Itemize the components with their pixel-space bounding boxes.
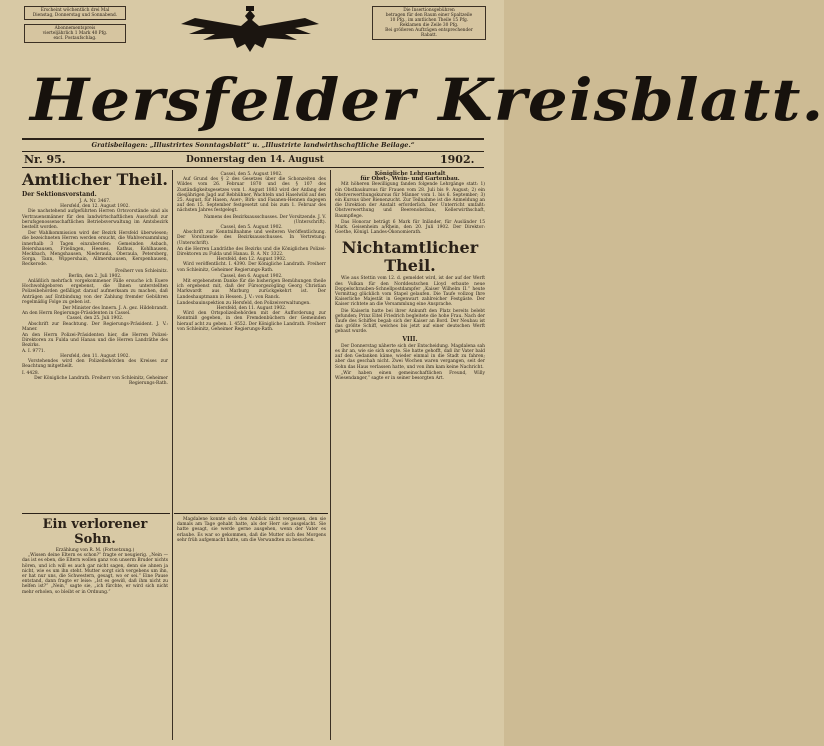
notice-paragraph-3: Anläßlich mehrfach vorgekommener Fälle ersuche ich Euere Hochwohlgeboren ergebenst, die Ihnen unterstellten Polizeibehörden gefälligst darauf aufmerksam zu machen, daß Anträgen auf Entbindung von der Zahlung fremder Gebühren regelmäßig Folge zu geben ist. xyxy=(22,279,168,305)
notice-paragraph-1: Die nachstehend aufgeführten Herren Ortsvorstände sind als Vertrauensmänner für den landwirtschaftlichen Ausschuß zur berufsgenossenschaftlichen Betriebsverwaltung im Amtsbezirk bestellt worden. xyxy=(22,209,168,231)
col2-signature-1: Namens des Bezirksausschusses. Der Vorsitzende. J. V. (Unterschrift). xyxy=(203,214,326,225)
price-line-2: vierteljährlich 1 Mark 40 Pfg. xyxy=(42,31,108,36)
col2-paragraph-4: Mit ergebenstem Danke für die bisherigen Bemühungen theile ich ergebenst mit, daß der Fürsorgezögling Georg Christian Markwardt aus Marburg zurückgekehrt ist. Der Landeshauptmann in Hessen. J. V.: von Ranck. xyxy=(177,279,326,300)
notice-paragraph-4: Abschrift zur Beachtung. Der Regierungs-Präsident. J. V.: Maner. xyxy=(22,321,168,332)
institute-paragraph-2: Das Honorar beträgt 6 Mark für Inländer, für Ausländer 15 Mark. Geisenheim a/Rhein, den 20. Juli 1902. Der Direktor: Goethe, Königl. Landes-Ökonomierath. xyxy=(335,219,485,236)
feuilleton-rule xyxy=(22,513,170,514)
col2-address-2: Landesbauinspektion zu Hersfeld, den Polizeiverwaltungen. xyxy=(177,300,311,306)
col2-paragraph-5: Wird den Ortspolizeibehörden mit der Aufforderung zur Kenntniß gegeben, in den Fremdenbüchern der Gemeinden hierauf acht zu geben. I. 4552. Der Königliche Landrath. Freiherr von Schleinitz, Geheimer Regierungs-Rath. xyxy=(177,311,326,332)
ship-launch-paragraph-2: Die Kaiserin hatte bei ihrer Ankunft den Platz bereits belebt gefunden; Prinz Eitel Friedrich begleitete die hohe Frau. Nach der Taufe des Schiffes begab sich der Kaiser an Bord. Der Neubau ist das größte Schiff, welches bis jetzt auf einer deutschen Werft gebaut wurde. xyxy=(335,308,485,335)
ship-launch-paragraph-1: Wie aus Stettin vom 12. d. gemeldet wird, ist der auf der Werft des Vulkan für den Norddeutschen Lloyd erbaute neue Doppelschrauben-Schnellpostdampfer „Kaiser Wilhelm II.“ heute Vormittag glücklich vom Stapel gelaufen. Die Taufe vollzog Ihre Kaiserliche Majestät in Gegenwart zahlreicher Festgäste. Der Kaiser richtete an die Versammlung eine Ansprache. xyxy=(335,276,485,308)
story-subtitle: Erzählung von R. M. (Fortsetzung.) xyxy=(55,548,135,553)
nonofficial-section-title: Nichtamtlicher Theil. xyxy=(341,238,479,276)
reference-number-1: J. A. Nr. 3467. xyxy=(79,199,111,204)
col2-paragraph-3: Wird veröffentlicht. I. 4390. Der Königliche Landrath. Freiherr von Schleinitz, Geheimer Regierungs-Rath. xyxy=(177,262,326,273)
imperial-eagle-icon xyxy=(175,4,325,56)
issue-year: 1902. xyxy=(440,153,475,166)
notice-paragraph-2: Der Wahlkommission wird der Bezirk Hersfeld überwiesen; die bezeichneten Herren werden ersucht, die Wahlversammlung innerhalb 3 Tagen einzuberufen: Gemeinden Asbach, Beiershausen, Frielingen, Heenes, Kathus, Kohlhausen, Meckbach, Mengshausen, Niederaula, Oberaula, Petersberg, Sorga, Tann, Wippershain, Allmershausen, Kerspenhausen, Reckerode. xyxy=(22,231,168,268)
reference-number-2: A. I. 9771. xyxy=(22,348,46,354)
fees-line-6: Rabatt. xyxy=(420,33,438,38)
reference-number-3: I. 4428. xyxy=(22,370,40,376)
price-line-3: excl. Postaufschlag. xyxy=(53,36,97,41)
dateline-4: Hersfeld, den 11. August 1902. xyxy=(60,353,130,359)
story-continuation-column xyxy=(177,517,326,740)
fees-line-4: Reklamen die Zeile 30 Pfg. xyxy=(399,23,459,28)
column-divider-2 xyxy=(330,170,331,740)
official-section-column xyxy=(22,170,168,510)
fees-line-3: 10 Pfg., im amtlichen Theile 15 Pfg. xyxy=(389,18,469,23)
board-heading: Der Sektionsvorstand. xyxy=(22,191,97,198)
fees-line-1: Die Insertionsgebühren xyxy=(403,8,455,13)
column-divider-1 xyxy=(172,170,173,740)
address-2: An den Herrn Polizei-Präsidenten hier, die Herren Polizei-Direktoren zu Fulda und Hanau und die Herren Landräthe des Bezirks. xyxy=(22,333,168,349)
col2-dateline-2: Cassel, den 5. August 1902. xyxy=(220,225,283,231)
address-1: An den Herrn Regierungs-Präsidenten in Cassel. xyxy=(22,311,131,317)
hunting-season-notice: Auf Grund des § 2 des Gesetzes über die Schonzeiten des Wildes vom 26. Februar 1870 und des § 107 des Zuständigkeitsgesetzes vom 1. August 1883 wird der Anfang der diesjährigen Jagd auf Rebhühner, Wachteln und Haselwild auf den 25. August, für Hasen, Auer-, Birk- und Fasanen-Hennen dagegen auf den 15. September festgesetzt und bis zum 1. Februar des nächsten Jahres festgelegt. xyxy=(177,177,326,214)
schedule-line-1: Erscheint wöchentlich drei Mal xyxy=(40,8,110,13)
notice-paragraph-5: Vorstehendes wird den Polizeibehörden des Kreises zur Beachtung mitgetheilt. xyxy=(22,359,168,370)
story-chapter-paragraph-2: „Wir haben einen gemeinschaftlichen Freund, Willy Wiesendanger,“ sagte er in seiner besorgten Art. xyxy=(335,370,485,382)
masthead-rule xyxy=(22,138,484,140)
price-line-1: Abonnementspreis xyxy=(54,26,96,31)
signature-1: Freiherr von Schleinitz. xyxy=(115,268,168,274)
issue-number: Nr. 95. xyxy=(24,153,66,166)
col2-address-1: An die Herren Landräthe des Bezirks und die Königlichen Polizei-Direktoren zu Fulda und Hanau. B. A. Nr. 3322. xyxy=(177,246,326,258)
story-title: Ein verlorener Sohn. xyxy=(42,517,148,547)
official-section-title: Amtlicher Theil. xyxy=(22,170,168,189)
col2-dateline-1: Cassel, den 5. August 1902. xyxy=(220,172,283,177)
supplements-rule xyxy=(22,151,484,152)
official-notices-column-2 xyxy=(177,172,326,507)
fees-line-2: betragen für den Raum einer Spaltzeile xyxy=(385,13,473,18)
subscription-price-box xyxy=(24,24,126,43)
date-rule xyxy=(22,167,484,168)
dateline-1: Hersfeld, den 12. August 1902. xyxy=(60,204,130,210)
chapter-number: VIII. xyxy=(402,335,418,343)
dateline-3: Cassel, den 25. Juli 1902. xyxy=(66,316,124,322)
institute-subtitle: für Obst-, Wein- und Gartenbau. xyxy=(360,176,460,183)
institute-paragraph-1: Mit höheren Bewilligung fanden folgende Lehrgänge statt: 1) ein Obstbaukursus für Frauen vom 28. Juli bis 9. August; 2) ein Obstverwerthungskursus für Männer vom 1. bis 6. September; 3) ein Kursus über Bienenzucht. Zur Teilnahme ist die Anmeldung an die Direktion der Anstalt erforderlich. Der Unterricht umfaßt: Obstverwerthung und Beerenobstbau, Kellerwirthschaft, Baumpflege. xyxy=(335,182,485,219)
col2-dateline-4: Cassel, den 6. August 1902. xyxy=(220,273,283,279)
signature-2: Der Minister des Innern. J. A. gez. Hildebrandt. xyxy=(62,306,168,312)
insertion-fees-box xyxy=(372,6,486,40)
col2-story-rule xyxy=(174,513,328,514)
institute-title: Königliche Lehranstalt xyxy=(374,171,446,177)
schedule-line-2: Dienstag, Donnerstag und Sonnabend. xyxy=(32,13,118,18)
story-continuation-text: Magdalene konnte sich den Anblick nicht vergessen, den sie damals am Tage gehabt hatte, als der Herr sie ausgelacht. Sie hatte gesagt, sie werde gerne ausgehen, wenn der Vater es erlaube. Es war so gekommen, daß die Mutter sich des Morgens sehr früh aufgemacht hatte, um die Verwandten zu besuchen. xyxy=(177,517,326,543)
signature-3: Der Königliche Landrath. Freiherr von Schleinitz, Geheimer Regierungs-Rath. xyxy=(34,375,168,386)
masthead-title: Hersfelder Kreisblatt. xyxy=(30,66,824,134)
issue-date: Donnerstag den 14. August xyxy=(186,155,324,165)
story-text: „Wissen deine Eltern es schon?“ fragte er neugierig. „Nein — das ist es eben, die Eltern wollen ganz von unserm Bruder nichts hören, und ich will es auch gar nicht sagen, denn sie ahnen ja nicht, wie es um ihn steht. Mutter sorgt sich vergebens um ihn, er hat nur uns, die Schwestern, gesagt, wo er sei.“ Eine Pause entstand, dann fragte er leise: „Ist es gewiß, daß ihm nicht zu helfen ist?“ „Nein,“ sagte sie, „ich fürchte, er wird sich nicht mehr erholen, so bleibt er in Ordnung.“ xyxy=(22,553,168,595)
fees-line-5: Bei größeren Aufträgen entsprechender xyxy=(385,28,473,33)
supplements-line: Gratisbeilagen: „Illustrirtes Sonntagsblatt“ u. „Illustrirte landwirthschaftliche Beilage.“ xyxy=(91,141,415,149)
dateline-2: Berlin, den 2. Juli 1902. xyxy=(68,273,122,279)
nonofficial-column xyxy=(335,172,485,740)
col2-dateline-5: Hersfeld, den 11. August 1902. xyxy=(216,306,287,312)
col2-paragraph-2: Abschrift zur Kenntnißnahme und weiteren Veröffentlichung. Der Vorsitzende des Bezirksausschusses. In Vertretung: (Unterschrift). xyxy=(177,230,326,246)
col2-dateline-3: Hersfeld, den 12. August 1902. xyxy=(216,257,287,263)
publication-schedule-box xyxy=(24,6,126,20)
feuilleton-column xyxy=(22,516,168,740)
story-chapter-paragraph-1: Der Donnerstag näherte sich der Entscheidung. Magdalena sah es ihr an, wie sie sich sorgte. Sie hatte gehofft, daß ihr Vater bald auf den Gedanken käme, wieder einmal in die Stadt zu fahren; aber das geschah nicht. Zwei Wochen waren vergangen, seit der Sohn das Haus verlassen hatte, und von ihm kam keine Nachricht. xyxy=(335,343,485,370)
